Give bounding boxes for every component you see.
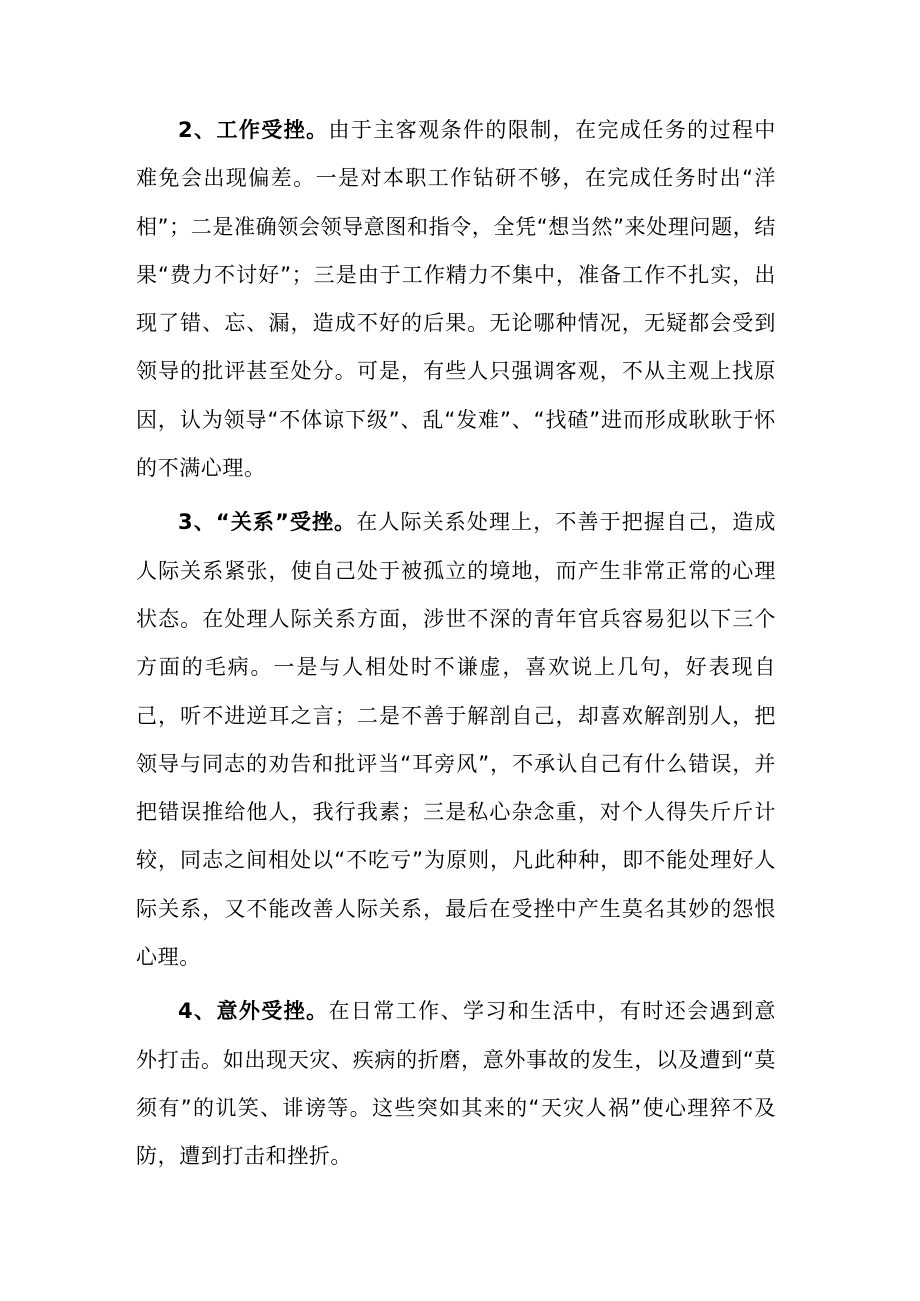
paragraph-work-setback <box>136 106 776 492</box>
document-body <box>136 106 776 1187</box>
paragraph-relationship-setback <box>136 498 776 981</box>
paragraph-accidental-setback <box>136 987 776 1180</box>
paragraph-heading: 3、“关系”受挫。 <box>178 510 357 535</box>
paragraph-heading: 4、意外受挫。 <box>178 999 329 1024</box>
paragraph-text: 由于主客观条件的限制，在完成任务的过程中难免会出现偏差。一是对本职工作钻研不够，在完成任务时出“洋相”；二是准确领会领导意图和指令，全凭“想当然”来处理问题，结果“费力不讨好”；三是由于工作精力不集中，准备工作不扎实，出现了错、忘、漏，造成不好的后果。无论哪种情况，无疑都会受到领导的批评甚至处分。可是，有些人只强调客观，不从主观上找原因，认为领导“不体谅下级”、乱“发难”、“找碴”进而形成耿耿于怀的不满心理。 <box>136 118 776 481</box>
paragraph-text: 在日常工作、学习和生活中，有时还会遇到意外打击。如出现天灾、疾病的折磨，意外事故的发生，以及遭到“莫须有”的讥笑、诽谤等。这些突如其来的“天灾人祸”使心理猝不及防，遭到打击和挫折。 <box>136 999 776 1169</box>
paragraph-heading: 2、工作受挫。 <box>178 118 329 142</box>
paragraph-text: 在人际关系处理上，不善于把握自己，造成人际关系紧张，使自己处于被孤立的境地，而产生非常正常的心理状态。在处理人际关系方面，涉世不深的青年官兵容易犯以下三个方面的毛病。一是与人相处时不谦虚，喜欢说上几句，好表现自己，听不进逆耳之言；二是不善于解剖自己，却喜欢解剖别人，把领导与同志的劝告和批评当“耳旁风”，不承认自己有什么错误，并把错误推给他人，我行我素；三是私心杂念重，对个人得失斤斤计较，同志之间相处以“不吃亏”为原则，凡此种种，即不能处理好人际关系，又不能改善人际关系，最后在受挫中产生莫名其妙的怨恨心理。 <box>136 510 776 970</box>
